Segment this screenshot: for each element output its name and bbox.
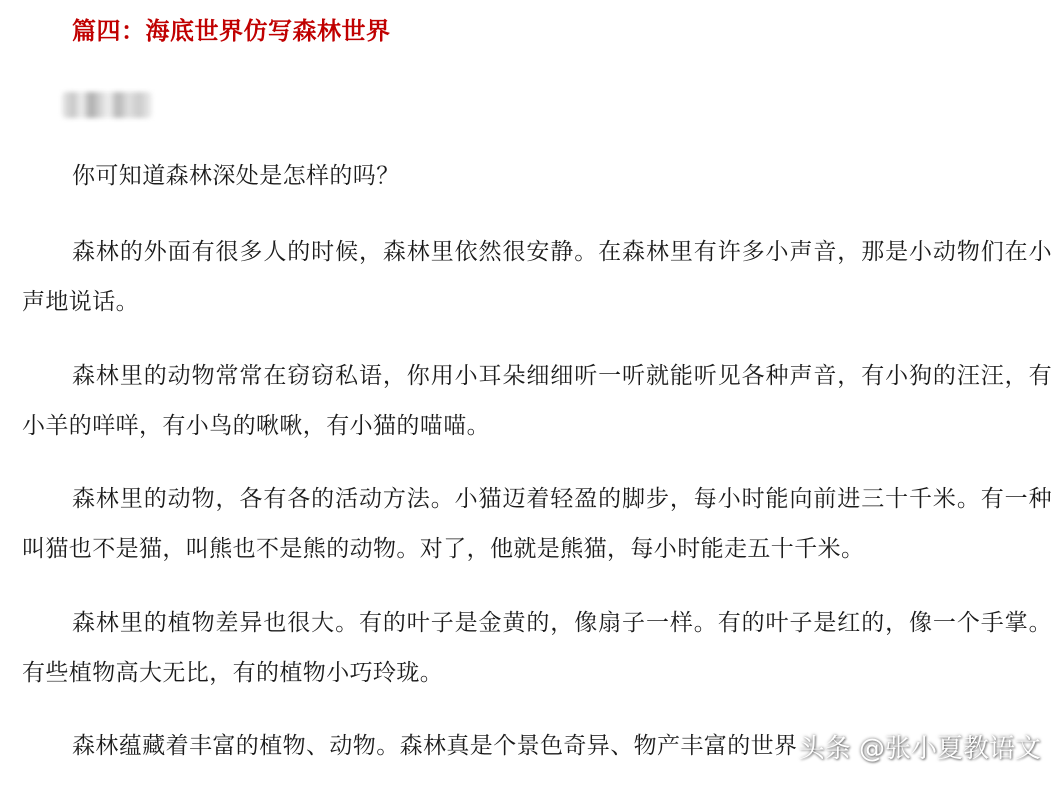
paragraph-2: 森林的外面有很多人的时候，森林里依然很安静。在森林里有许多小声音，那是小动物们在小声地说话。 (22, 239, 1052, 315)
watermark: 头条 @张小夏教语文 (798, 734, 1041, 764)
paragraph-6: 森林蕴藏着丰富的植物、动物。森林真是个景色奇异、物产丰富的世界 (72, 733, 798, 759)
blurred-author-name (62, 92, 152, 118)
paragraph-4: 森林里的动物，各有各的活动方法。小猫迈着轻盈的脚步，每小时能向前进三十千米。有一种叫猫也不是猫，叫熊也不是熊的动物。对了，他就是熊猫，每小时能走五十千米。 (22, 486, 1052, 562)
paragraph-1: 你可知道森林深处是怎样的吗？ (72, 163, 400, 189)
article-title: 篇四：海底世界仿写森林世界 (72, 17, 391, 45)
paragraph-3: 森林里的动物常常在窃窃私语，你用小耳朵细细听一听就能听见各种声音，有小狗的汪汪，有小羊的咩咩，有小鸟的啾啾，有小猫的喵喵。 (22, 363, 1052, 439)
paragraph-5: 森林里的植物差异也很大。有的叶子是金黄的，像扇子一样。有的叶子是红的，像一个手掌。有些植物高大无比，有的植物小巧玲珑。 (22, 610, 1052, 686)
